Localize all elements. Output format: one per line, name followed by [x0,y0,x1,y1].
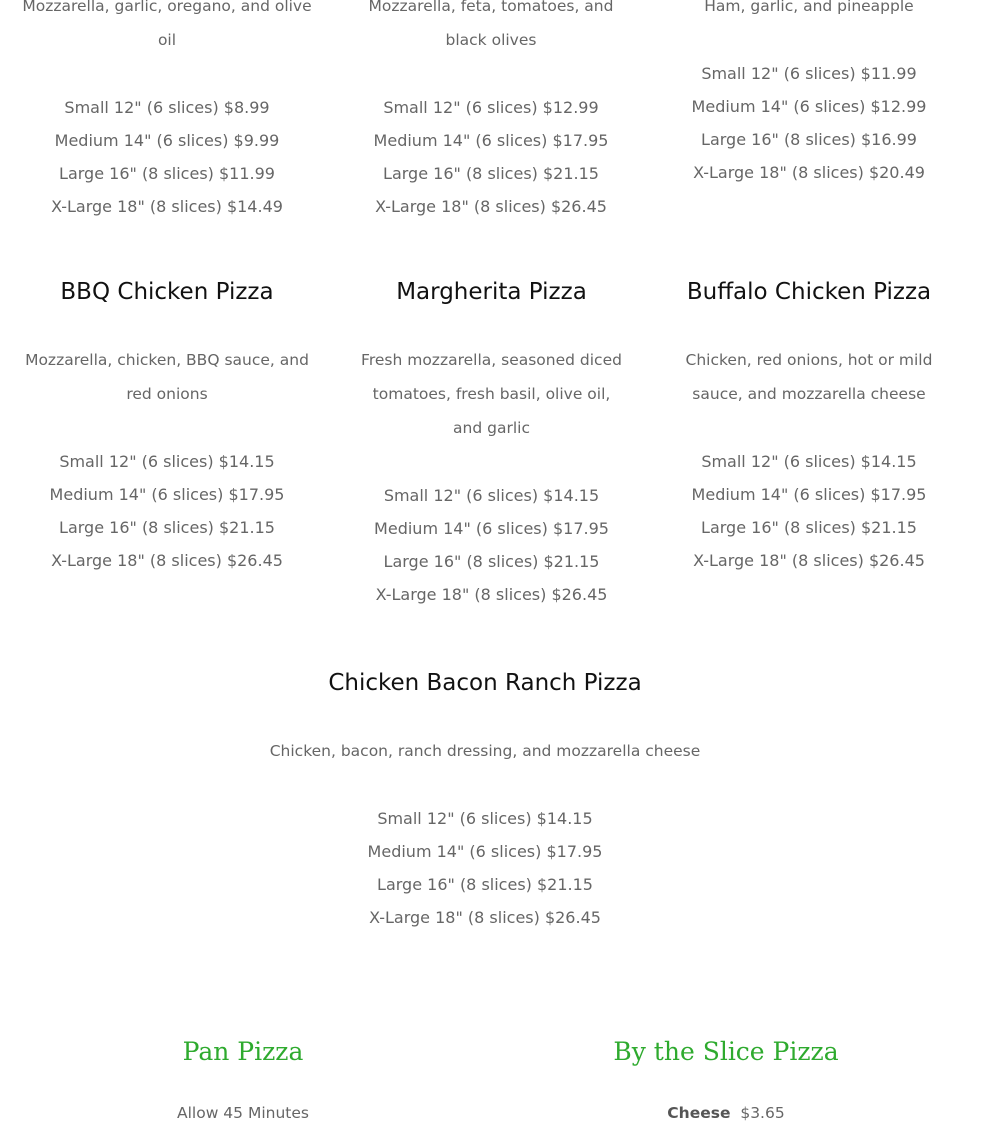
pizza-description: Fresh mozzarella, seasoned diced tomatoes, fresh basil, olive oil, and garlic [361,351,622,437]
price-xlarge: X-Large 18" (8 slices) $26.45 [51,551,283,570]
pizza-description: Ham, garlic, and pineapple [704,0,914,15]
price-small: Small 12" (6 slices) $14.15 [377,809,593,828]
price-xlarge: X-Large 18" (8 slices) $20.49 [693,163,925,182]
price-large: Large 16" (8 slices) $16.99 [701,130,917,149]
pizza-card-hawaiian [659,0,959,189]
price-small: Small 12" (6 slices) $12.99 [383,98,599,117]
price-medium: Medium 14" (6 slices) $9.99 [54,131,280,150]
price-medium: Medium 14" (6 slices) $17.95 [373,131,609,150]
pizza-card-greek [348,0,634,223]
slice-pizza-heading: By the Slice Pizza [613,1037,839,1066]
pizza-card-buffalo-chicken [659,275,959,577]
price-xlarge: X-Large 18" (8 slices) $14.49 [51,197,283,216]
price-large: Large 16" (8 slices) $21.15 [701,518,917,537]
pizza-name: Buffalo Chicken Pizza [686,279,932,305]
pizza-name: Chicken Bacon Ranch Pizza [328,670,642,696]
pizza-description: Mozzarella, garlic, oregano, and olive oil [22,0,312,49]
price-xlarge: X-Large 18" (8 slices) $26.45 [375,585,608,604]
price-medium: Medium 14" (6 slices) $17.95 [691,485,927,504]
price-small: Small 12" (6 slices) $8.99 [64,98,270,117]
pizza-card-bbq-chicken [12,275,322,577]
price-xlarge: X-Large 18" (8 slices) $26.45 [693,551,925,570]
price-large: Large 16" (8 slices) $21.15 [383,552,600,571]
pizza-description: Mozzarella, chicken, BBQ sauce, and red onions [25,351,309,403]
pizza-name: BBQ Chicken Pizza [60,279,274,305]
price-xlarge: X-Large 18" (8 slices) $26.45 [369,908,601,927]
price-large: Large 16" (8 slices) $21.15 [59,518,275,537]
price-medium: Medium 14" (6 slices) $17.95 [367,842,603,861]
price-large: Large 16" (8 slices) $11.99 [59,164,275,183]
pizza-card-margherita [358,275,625,611]
price-medium: Medium 14" (6 slices) $17.95 [374,519,609,538]
pan-pizza-heading: Pan Pizza [182,1037,304,1066]
pizza-description: Chicken, red onions, hot or mild sauce, and mozzarella cheese [685,351,933,403]
pizza-description: Chicken, bacon, ranch dressing, and mozzarella cheese [269,742,701,760]
price-small: Small 12" (6 slices) $11.99 [701,64,917,83]
pizza-card-chicken-bacon-ranch [245,666,725,934]
price-small: Small 12" (6 slices) $14.15 [59,452,275,471]
price-medium: Medium 14" (6 slices) $17.95 [49,485,285,504]
price-small: Small 12" (6 slices) $14.15 [383,486,600,505]
price-small: Small 12" (6 slices) $14.15 [701,452,917,471]
slice-item-label: Cheese [667,1104,731,1122]
price-medium: Medium 14" (6 slices) $12.99 [691,97,927,116]
price-xlarge: X-Large 18" (8 slices) $26.45 [375,197,607,216]
pizza-description: Mozzarella, feta, tomatoes, and black olives [368,0,614,49]
price-large: Large 16" (8 slices) $21.15 [377,875,593,894]
slice-item-price: $3.65 [740,1104,785,1122]
slice-pizza-item [576,1103,876,1123]
pizza-name: Margherita Pizza [396,279,587,305]
pizza-card-garlic [12,0,322,223]
price-large: Large 16" (8 slices) $21.15 [383,164,599,183]
pan-pizza-note: Allow 45 Minutes [177,1104,309,1122]
